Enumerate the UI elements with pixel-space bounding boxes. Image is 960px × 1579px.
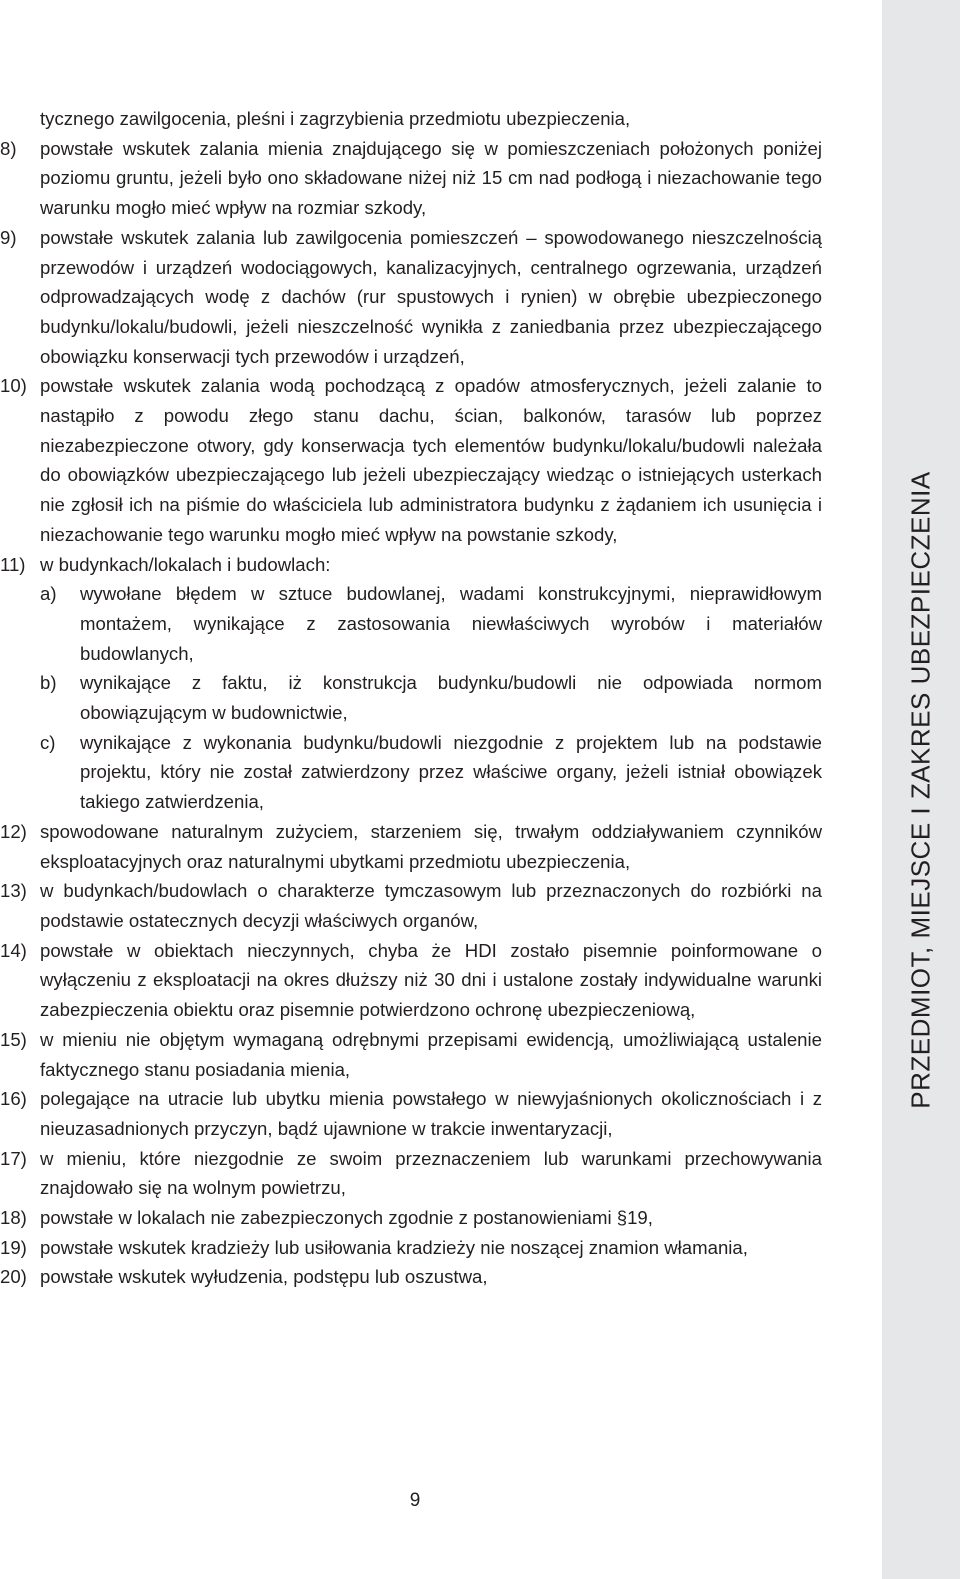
list-number: 20) bbox=[0, 1266, 27, 1288]
list-item-15 bbox=[0, 1025, 822, 1084]
list-text: spowodowane naturalnym zużyciem, starzeniem się, trwałym oddziaływaniem czynników eksploatacyjnych oraz naturalnymi ubytkami przedmiotu ubezpieczenia, bbox=[40, 820, 822, 872]
sub-text: wynikające z wykonania budynku/budowli niezgodnie z projektem lub na podstawie projektu, który nie został zatwierdzony przez właściwe organy, jeżeli istniał obowiązek takiego zatwierdzenia, bbox=[80, 731, 822, 813]
list-number: 19) bbox=[0, 1236, 27, 1258]
list-text: powstałe wskutek wyłudzenia, podstępu lub oszustwa, bbox=[40, 1266, 488, 1288]
list-item-20 bbox=[0, 1262, 822, 1292]
list-number: 14) bbox=[0, 939, 27, 961]
sub-text: wywołane błędem w sztuce budowlanej, wadami konstrukcyjnymi, nieprawidłowym montażem, wynikające z zastosowania niewłaściwych wyrobów i materiałów budowlanych, bbox=[80, 583, 822, 664]
list-number: 15) bbox=[0, 1028, 27, 1050]
list-item-14 bbox=[0, 936, 822, 1025]
list-item-10 bbox=[0, 371, 822, 549]
list-number: 17) bbox=[0, 1147, 27, 1169]
list-text: powstałe wskutek zalania lub zawilgocenia pomieszczeń – spowodowanego nieszczelnością przewodów i urządzeń wodociągowych, kanalizacyjnych, centralnego ogrzewania, urządzeń odprowadzających wodę z dachów (rur spustowych i rynien) w obrębie ubezpieczonego budynku/lokalu/budowli, jeżeli nieszczelność wynikła z zaniedbania przez ubezpieczającego obowiązku konserwacji tych przewodów i urządzeń, bbox=[40, 226, 822, 367]
list-item-18 bbox=[0, 1203, 822, 1233]
sub-item-a bbox=[0, 579, 822, 668]
section-title: PRZEDMIOT, MIEJSCE I ZAKRES UBEZPIECZENIA bbox=[905, 471, 936, 1109]
list-item-11 bbox=[0, 550, 822, 580]
list-text: w mieniu, które niezgodnie ze swoim przeznaczeniem lub warunkami przechowywania znajdowało się na wolnym powietrzu, bbox=[40, 1147, 822, 1199]
list-number: 18) bbox=[0, 1207, 27, 1229]
list-number: 11) bbox=[0, 553, 26, 575]
list-text: powstałe wskutek kradzieży lub usiłowania kradzieży nie noszącej znamion włamania, bbox=[40, 1236, 748, 1258]
page-number: 9 bbox=[409, 1490, 421, 1511]
list-number: 16) bbox=[0, 1088, 27, 1110]
list-number: 9) bbox=[0, 226, 17, 248]
sub-number: c) bbox=[40, 731, 56, 753]
sub-number: a) bbox=[40, 583, 57, 605]
list-number: 10) bbox=[0, 375, 27, 397]
list-text: powstałe w obiektach nieczynnych, chyba że HDI zostało pisemnie poinformowane o wyłączeniu z eksploatacji na okres dłuższy niż 30 dni i ustalone zostały indywidualne warunki zabezpieczenia obiektu oraz pisemnie potwierdzono ochronę ubezpieczeniową, bbox=[40, 939, 822, 1021]
section-sidebar bbox=[882, 0, 960, 1579]
list-item-8 bbox=[0, 134, 822, 223]
sub-item-c bbox=[0, 728, 822, 817]
list-item-13 bbox=[0, 876, 822, 935]
sub-text: wynikające z faktu, iż konstrukcja budynku/budowli nie odpowiada normom obowiązującym w budownictwie, bbox=[80, 672, 822, 724]
document-body bbox=[0, 104, 822, 1292]
list-text: powstałe w lokalach nie zabezpieczonych zgodnie z postanowieniami §19, bbox=[40, 1207, 653, 1229]
list-item-16 bbox=[0, 1084, 822, 1143]
lead-text: tycznego zawilgocenia, pleśni i zagrzybienia przedmiotu ubezpieczenia, bbox=[40, 108, 631, 129]
list-text: w mieniu nie objętym wymaganą odrębnymi przepisami ewidencją, umożliwiającą ustalenie faktycznego stanu posiadania mienia, bbox=[40, 1028, 822, 1080]
sub-item-b bbox=[0, 668, 822, 727]
sub-number: b) bbox=[40, 672, 57, 694]
list-number: 8) bbox=[0, 137, 17, 159]
list-item-19 bbox=[0, 1233, 822, 1263]
list-text: polegające na utracie lub ubytku mienia powstałego w niewyjaśnionych okolicznościach i z nieuzasadnionych przyczyn, bądź ujawnione w trakcie inwentaryzacji, bbox=[40, 1088, 822, 1139]
list-text: w budynkach/lokalach i budowlach: bbox=[40, 553, 331, 575]
list-text: powstałe wskutek zalania mienia znajdującego się w pomieszczeniach położonych poniżej poziomu gruntu, jeżeli było ono składowane niżej niż 15 cm nad podłogą i niezachowanie tego warunku mogło mieć wpływ na rozmiar szkody, bbox=[40, 137, 822, 219]
list-number: 13) bbox=[0, 880, 27, 902]
list-text: w budynkach/budowlach o charakterze tymczasowym lub przeznaczonych do rozbiórki na podstawie ostatecznych decyzji właściwych organów, bbox=[40, 880, 822, 931]
list-text: powstałe wskutek zalania wodą pochodzącą z opadów atmosferycznych, jeżeli zalanie to nastąpiło z powodu złego stanu dachu, ścian, balkonów, tarasów lub poprzez niezabezpieczone otwory, gdy konserwacja tych elementów budynku/lokalu/budowli należała do obowiązków ubezpieczającego lub jeżeli ubezpieczający wiedząc o istniejących usterkach nie zgłosił ich na piśmie do właściciela lub administratora budynku z żądaniem ich usunięcia i niezachowanie tego warunku mogło mieć wpływ na powstanie szkody, bbox=[40, 375, 822, 545]
list-item-12 bbox=[0, 817, 822, 876]
list-number: 12) bbox=[0, 820, 27, 842]
list-item-9 bbox=[0, 223, 822, 372]
list-item-17 bbox=[0, 1144, 822, 1203]
